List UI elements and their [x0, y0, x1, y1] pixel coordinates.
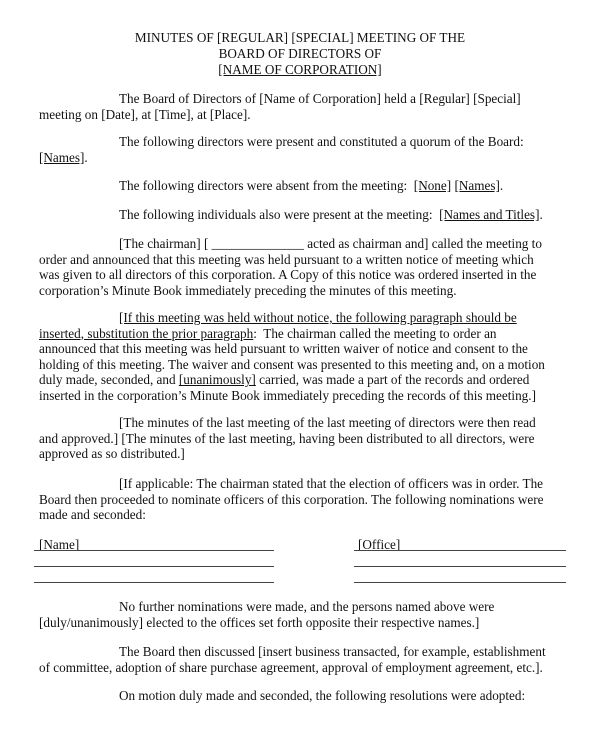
text-line: Board then proceeded to nominate officers of this corporation. The following nominations were	[39, 491, 544, 507]
nomination-office-line	[354, 566, 566, 567]
text-line	[39, 178, 561, 194]
text-line: made and seconded:	[39, 507, 146, 523]
nomination-office-line	[354, 550, 566, 551]
title-line-1: MINUTES OF [REGULAR] [SPECIAL] MEETING OF THE	[134, 30, 466, 45]
text-line: meeting on [Date], at [Time], at [Place].	[39, 106, 251, 122]
text-run: The following directors were absent from the meeting:	[119, 178, 414, 193]
paragraph-business-discussed	[39, 644, 561, 675]
text-line: inserted in the corporation’s Minute Book immediately preceding the records of this meeting.]	[39, 387, 536, 403]
absent-names: [Names]	[454, 178, 500, 193]
paragraph-other-present	[39, 207, 561, 223]
text-line: [The minutes of the last meeting of the last meeting of directors were then read	[119, 415, 536, 430]
paragraph-chairman	[39, 236, 561, 298]
paragraph-waiver	[39, 310, 561, 404]
text-line	[39, 150, 561, 166]
text-line: [If applicable: The chairman stated that the election of officers was in order. The	[119, 476, 544, 491]
waiver-instruction: [If this meeting was held without notice, the following paragraph should be	[119, 310, 517, 325]
nomination-name-label: [Name]	[39, 537, 80, 552]
text-run: duly made, seconded, and	[39, 372, 179, 388]
paragraph-resolutions	[39, 688, 561, 704]
text-line: of committee, adoption of share purchase agreement, approval of employment agreement, etc.].	[39, 659, 543, 675]
nomination-office-label: [Office]	[358, 537, 401, 552]
text-line	[39, 207, 561, 223]
text-line	[39, 372, 561, 388]
paragraph-present-directors	[39, 134, 561, 165]
text-punctuation: .	[499, 178, 504, 193]
text-line: No further nominations were made, and the persons named above were	[119, 599, 495, 614]
absent-none: [None]	[413, 178, 452, 193]
text-line: corporation’s Minute Book immediately preceding the minutes of this meeting.	[39, 282, 457, 298]
present-individuals: [Names and Titles]	[439, 207, 540, 222]
text-line: was given to all directors of this corporation. A Copy of this notice was ordered inserted in the	[39, 267, 537, 283]
text-line: The Board then discussed [insert business transacted, for example, establishment	[119, 644, 546, 659]
present-names: [Names]	[39, 149, 85, 165]
text-run: : The chairman called the meeting to order an	[253, 325, 497, 341]
text-run: carried, was made a part of the records and ordered	[255, 372, 530, 388]
text-line: and approved.] [The minutes of the last meeting, having been distributed to all directors, were	[39, 430, 535, 446]
paragraph-absent-directors	[39, 178, 561, 194]
text-punctuation: .	[84, 149, 88, 165]
text-line: The following directors were present and constituted a quorum of the Board:	[119, 134, 524, 149]
title-line-2: BOARD OF DIRECTORS OF	[218, 46, 382, 61]
text-line: approved as so distributed.]	[39, 446, 185, 462]
nomination-office-line	[354, 582, 566, 583]
text-line	[39, 310, 561, 326]
text-line: [The chairman] [ ______________ acted as chairman and] called the meeting to	[119, 236, 542, 251]
nomination-name-line	[34, 582, 274, 583]
text-run: The following individuals also were present at the meeting:	[119, 207, 440, 222]
text-line: holding of this meeting. The waiver and consent was presented to this meeting and, on a motion	[39, 356, 545, 372]
text-line: announced that this meeting was held pursuant to written waiver of notice and consent to the	[39, 341, 528, 357]
text-line: [duly/unanimously] elected to the offices set forth opposite their respective names.]	[39, 614, 480, 630]
nomination-name-line	[34, 566, 274, 567]
waiver-instruction-cont: inserted, substitution the prior paragraph	[39, 325, 254, 341]
unanimously-term: [unanimously]	[178, 372, 256, 388]
paragraph-previous-minutes	[39, 415, 561, 462]
text-line: order and announced that this meeting was held pursuant to a written notice of meeting which	[39, 251, 534, 267]
paragraph-no-further-nominations	[39, 599, 561, 630]
nomination-name-line	[34, 550, 274, 551]
paragraph-election	[39, 476, 561, 523]
paragraph-meeting-held	[39, 91, 561, 122]
title-line-3: [NAME OF CORPORATION]	[218, 62, 382, 77]
text-line: The Board of Directors of [Name of Corporation] held a [Regular] [Special]	[119, 91, 521, 106]
text-line	[39, 326, 561, 342]
document-title	[0, 30, 600, 78]
text-line: On motion duly made and seconded, the following resolutions were adopted:	[119, 688, 526, 703]
text-punctuation: .	[539, 207, 543, 222]
